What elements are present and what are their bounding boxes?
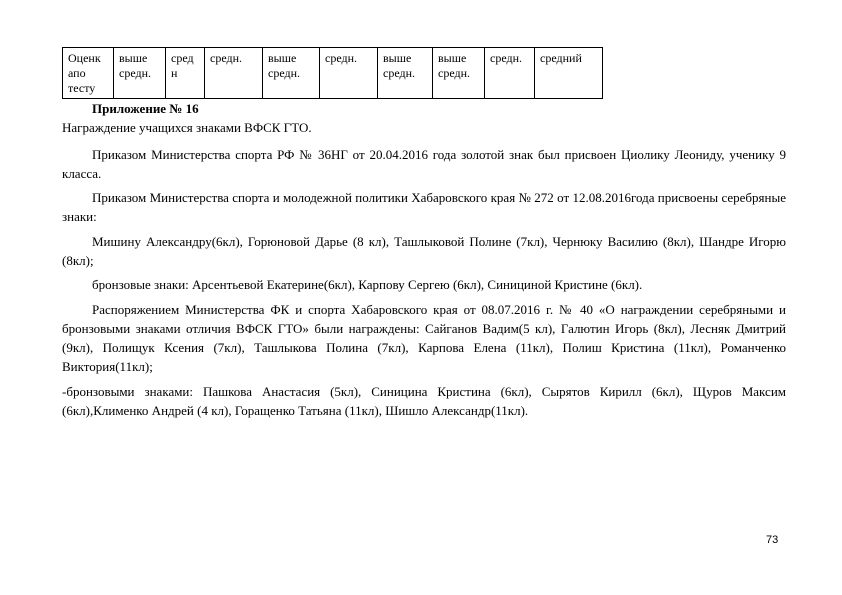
paragraph-silver-order: Приказом Министерства спорта и молодежной политики Хабаровского края № 272 от 12.08.2016года присвоены серебряные знаки: xyxy=(62,190,786,224)
grades-table xyxy=(62,47,603,99)
table-cell: выше средн. xyxy=(114,48,166,99)
paragraph-decree: Распоряжением Министерства ФК и спорта Хабаровского края от 08.07.2016 г. № 40 «О награждении серебряными и бронзовыми знаками отличия ВФСК ГТО» были награждены: Сайганов Вадим(5 кл), Галютин Игорь (8кл), Лесняк Дмитрий (9кл), Полищук Ксения (7кл), Ташлыкова Полина (7кл), Карпова Елена (11кл), Полиш Кристина (11кл), Романченко Виктория(11кл); xyxy=(62,302,786,374)
table-cell: выше средн. xyxy=(378,48,433,99)
paragraph-silver-list: Мишину Александру(6кл), Горюновой Дарье (8 кл), Ташлыковой Полине (7кл), Чернюку Василию (8кл), Шандре Игорю (8кл); xyxy=(62,234,786,268)
paragraph-bronze-list: бронзовые знаки: Арсентьевой Екатерине(6кл), Карпову Сергею (6кл), Синициной Кристине (6кл). xyxy=(92,277,643,292)
table-cell: средний xyxy=(535,48,603,99)
appendix-title: Приложение № 16 xyxy=(92,101,199,116)
page-number: 73 xyxy=(766,534,779,546)
table-row xyxy=(63,48,603,99)
paragraph-bronze-decree: -бронзовыми знаками: Пашкова Анастасия (5кл), Синицина Кристина (6кл), Сырятов Кирилл (6кл), Щуров Максим (6кл),Клименко Андрей (4 кл), Горащенко Татьяна (11кл), Шишло Александр(11кл). xyxy=(62,384,786,418)
paragraph-gold-award: Приказом Министерства спорта РФ № 36НГ от 20.04.2016 года золотой знак был присвоен Циолику Леониду, ученику 9 класса. xyxy=(62,147,786,181)
section-heading: Награждение учащихся знаками ВФСК ГТО. xyxy=(62,120,312,135)
table-cell: средн. xyxy=(485,48,535,99)
table-cell: выше средн. xyxy=(433,48,485,99)
table-cell: средн. xyxy=(205,48,263,99)
table-cell: Оценк апо тесту xyxy=(63,48,114,99)
table-cell: средн. xyxy=(320,48,378,99)
table-cell: выше средн. xyxy=(263,48,320,99)
table-cell: сред н xyxy=(166,48,205,99)
